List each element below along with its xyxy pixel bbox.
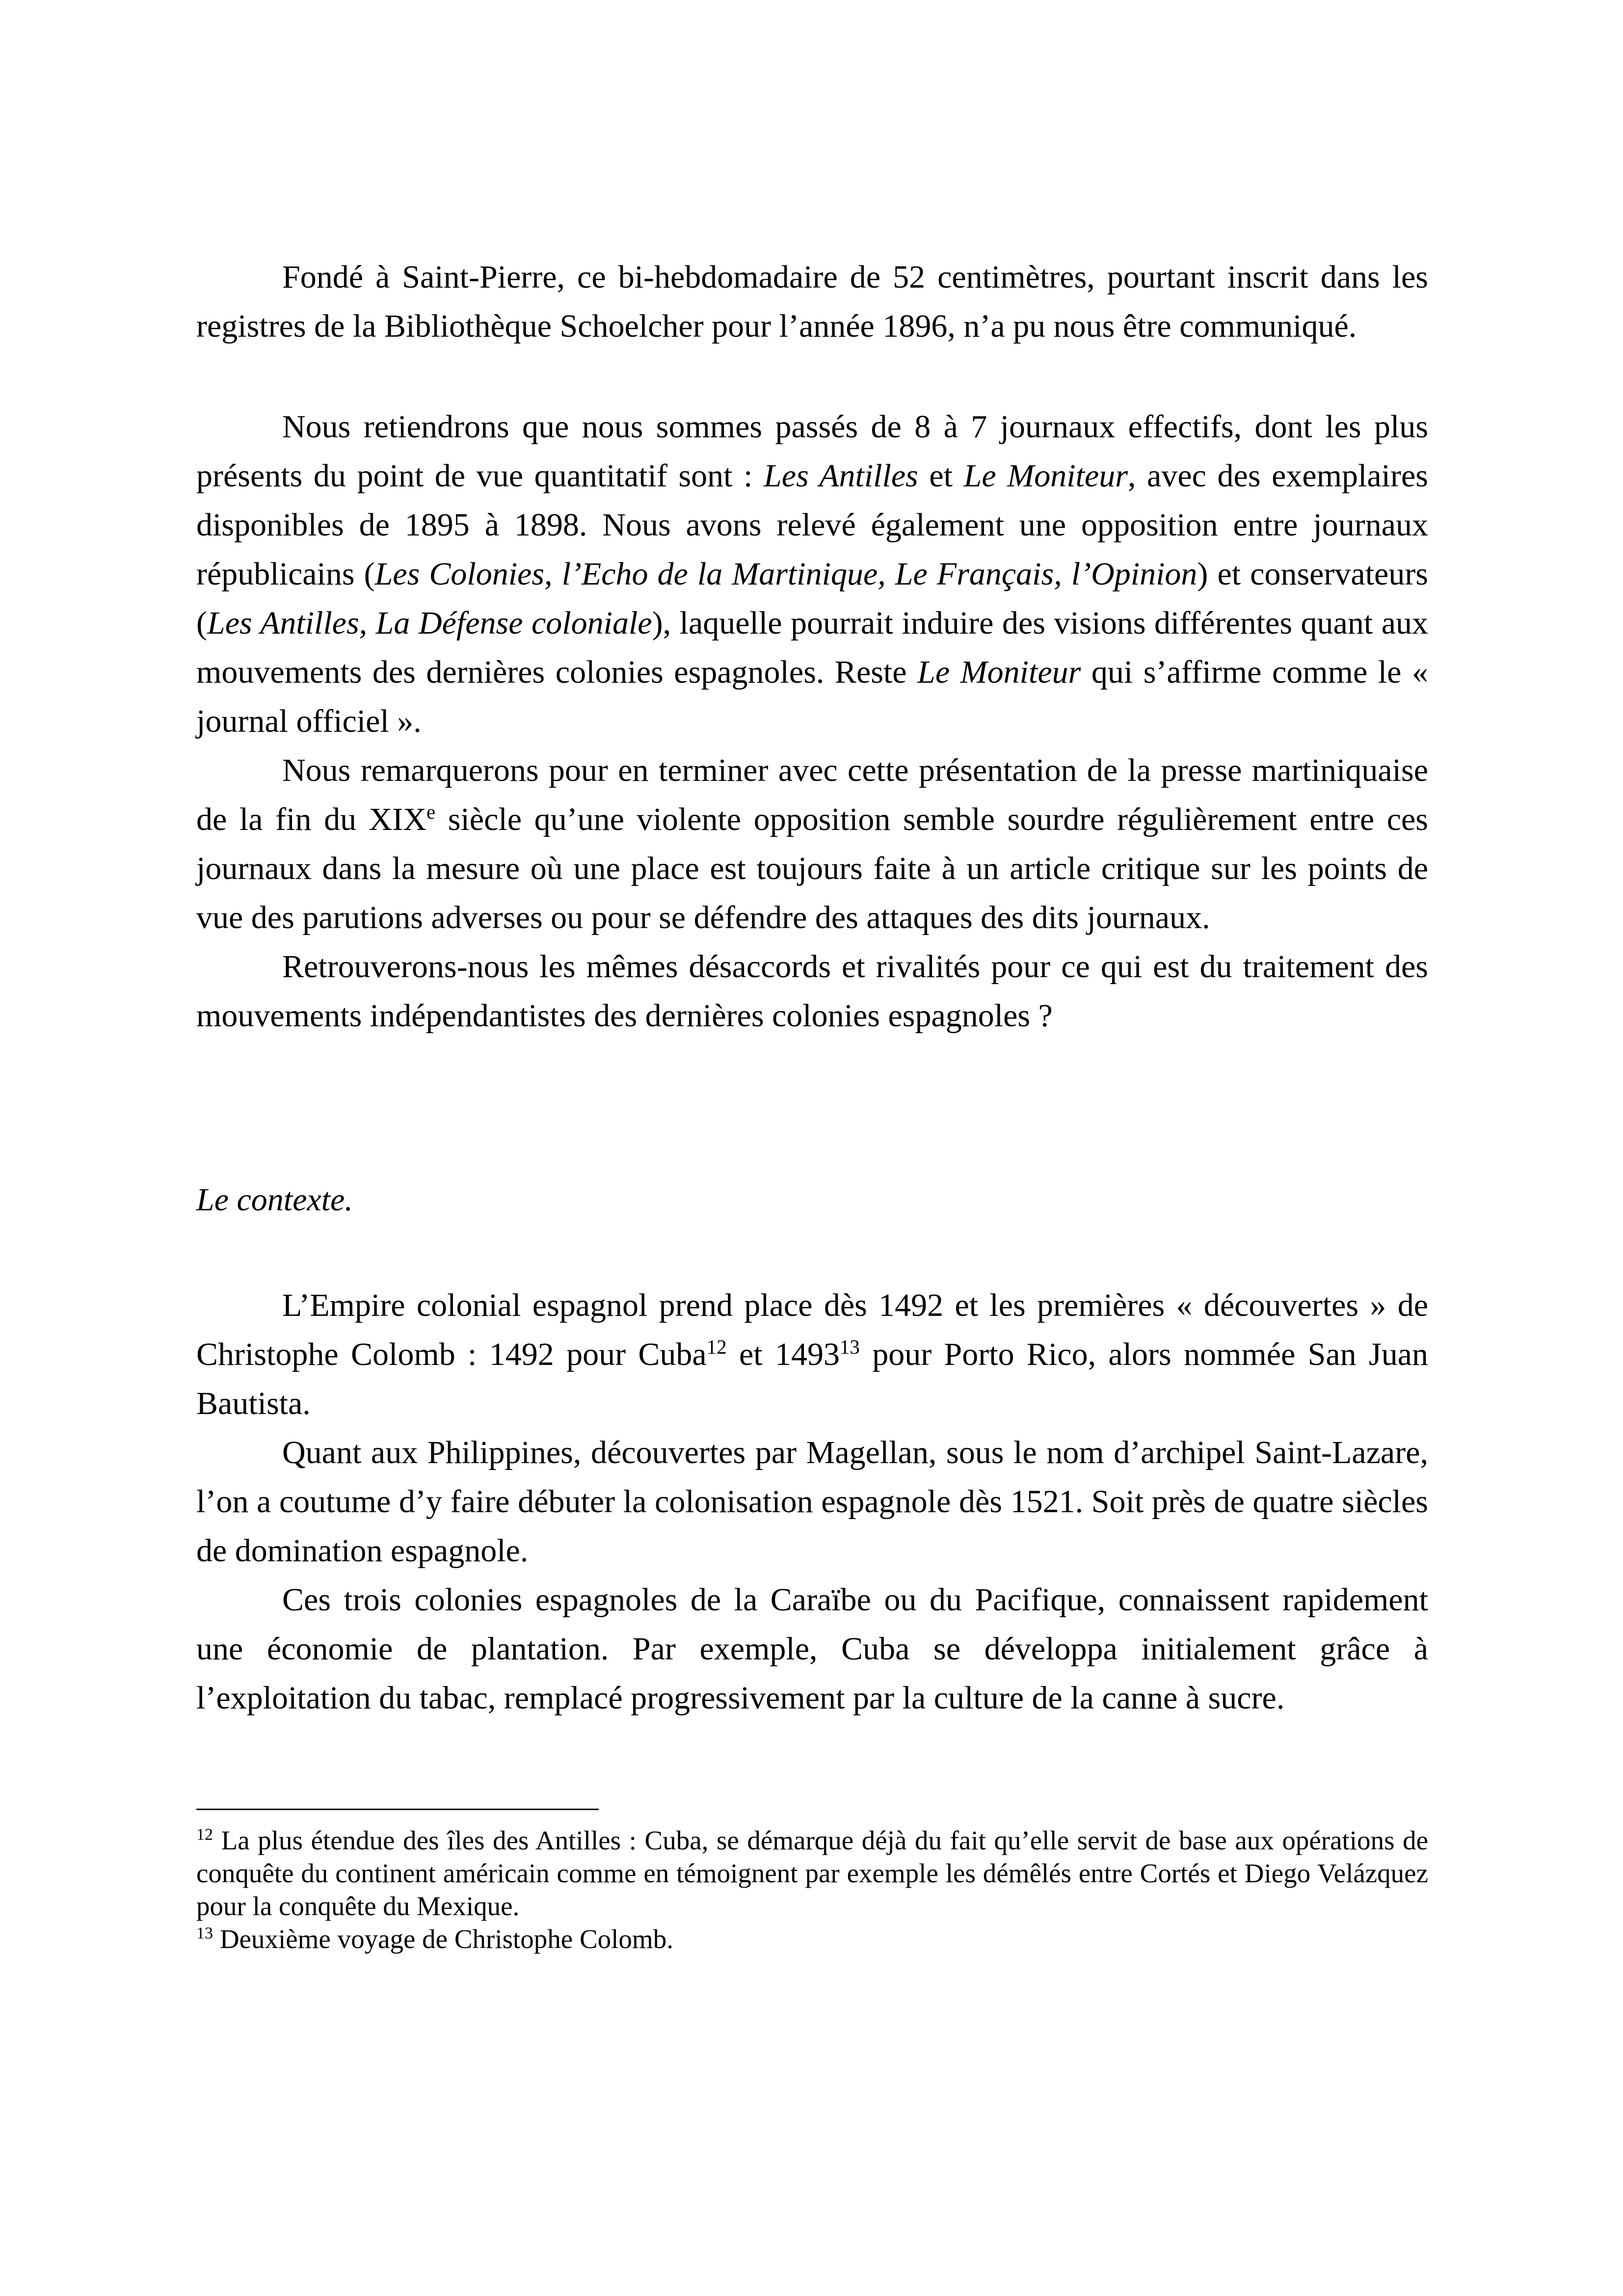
text-run: 13 (839, 1336, 860, 1358)
paragraph-2 (196, 402, 1428, 746)
text-run: e (426, 801, 436, 823)
text-run: La plus étendue des îles des Antilles : Cuba, se démarque déjà du fait qu’elle servit de base aux opérations de conquête du continent américain comme en témoignent par exemple les démêlés entre Cortés et Diego Velázquez pour la conquête du Mexique. (196, 1825, 1428, 1921)
text-run: siècle qu’une violente opposition semble sourdre régulièrement entre ces journaux dans la mesure où une place est toujours faite à un article critique sur les points de vue des parutions adverses ou pour se défendre des attaques des dits journaux. (196, 801, 1428, 935)
text-run: Nous retiendrons que nous sommes passés de 8 à 7 journaux effectifs, dont les plus présents du point de vue quantitatif sont : (196, 409, 1428, 494)
section-heading-le-contexte (196, 1175, 1428, 1225)
text-run: Nous remarquerons pour en terminer avec cette présentation de la presse martiniquaise de la fin du XIX (196, 752, 1428, 837)
text-run: Fondé à Saint-Pierre, ce bi-hebdomadaire de 52 centimètres, pourtant inscrit dans les registres de la Bibliothèque Schoelcher pour l’année 1896, n’a pu nous être communiqué. (196, 259, 1428, 344)
text-run: ) et conservateurs ( (196, 556, 1428, 641)
footnote-12 (196, 1824, 1428, 1922)
text-run: Les Antilles, La Défense coloniale (207, 605, 652, 641)
text-run: Le Moniteur (963, 458, 1128, 494)
text-run: 13 (196, 1924, 213, 1943)
text-run: Le Moniteur (917, 654, 1081, 690)
text-run: pour Porto Rico, alors nommée San Juan Bautista. (196, 1336, 1428, 1421)
footnote-13 (196, 1922, 1428, 1955)
text-run: Retrouverons-nous les mêmes désaccords et rivalités pour ce qui est du traitement des mouvements indépendantistes des dernières colonies espagnoles ? (196, 949, 1428, 1034)
text-run: , avec des exemplaires disponibles de 1895 à 1898. Nous avons relevé également une opposition entre journaux républicains ( (196, 458, 1428, 592)
text-run: Quant aux Philippines, découvertes par Magellan, sous le nom d’archipel Saint-Lazare, l’on a coutume d’y faire débuter la colonisation espagnole dès 1521. Soit près de quatre siècles de domination espagnole. (196, 1435, 1428, 1569)
paragraph-5 (196, 1281, 1428, 1428)
text-run: et 1493 (726, 1336, 840, 1372)
text-run: 12 (196, 1825, 213, 1844)
paragraph-1 (196, 253, 1428, 351)
text-run: Deuxième voyage de Christophe Colomb. (213, 1924, 673, 1954)
text-run: qui s’affirme comme le « journal officiel ». (196, 654, 1428, 739)
paragraph-3 (196, 746, 1428, 942)
paragraph-4 (196, 942, 1428, 1041)
text-run: 12 (706, 1336, 727, 1358)
paragraph-6 (196, 1428, 1428, 1575)
text-run: Le contexte. (196, 1182, 353, 1218)
text-run: ), laquelle pourrait induire des visions différentes quant aux mouvements des dernières colonies espagnoles. Reste (196, 605, 1428, 690)
text-run: et (918, 458, 964, 494)
text-run: Ces trois colonies espagnoles de la Caraïbe ou du Pacifique, connaissent rapidement une économie de plantation. Par exemple, Cuba se développa initialement grâce à l’exploitation du tabac, remplacé progressivement par la culture de la canne à sucre. (196, 1582, 1428, 1716)
text-run: Les Antilles (764, 458, 918, 494)
text-run: L’Empire colonial espagnol prend place dès 1492 et les premières « découvertes » de Christophe Colomb : 1492 pour Cuba (196, 1287, 1428, 1372)
footnote-separator (196, 1809, 599, 1810)
text-run: Les Colonies, l’Echo de la Martinique, Le Français, l’Opinion (374, 556, 1197, 592)
paragraph-7 (196, 1575, 1428, 1723)
